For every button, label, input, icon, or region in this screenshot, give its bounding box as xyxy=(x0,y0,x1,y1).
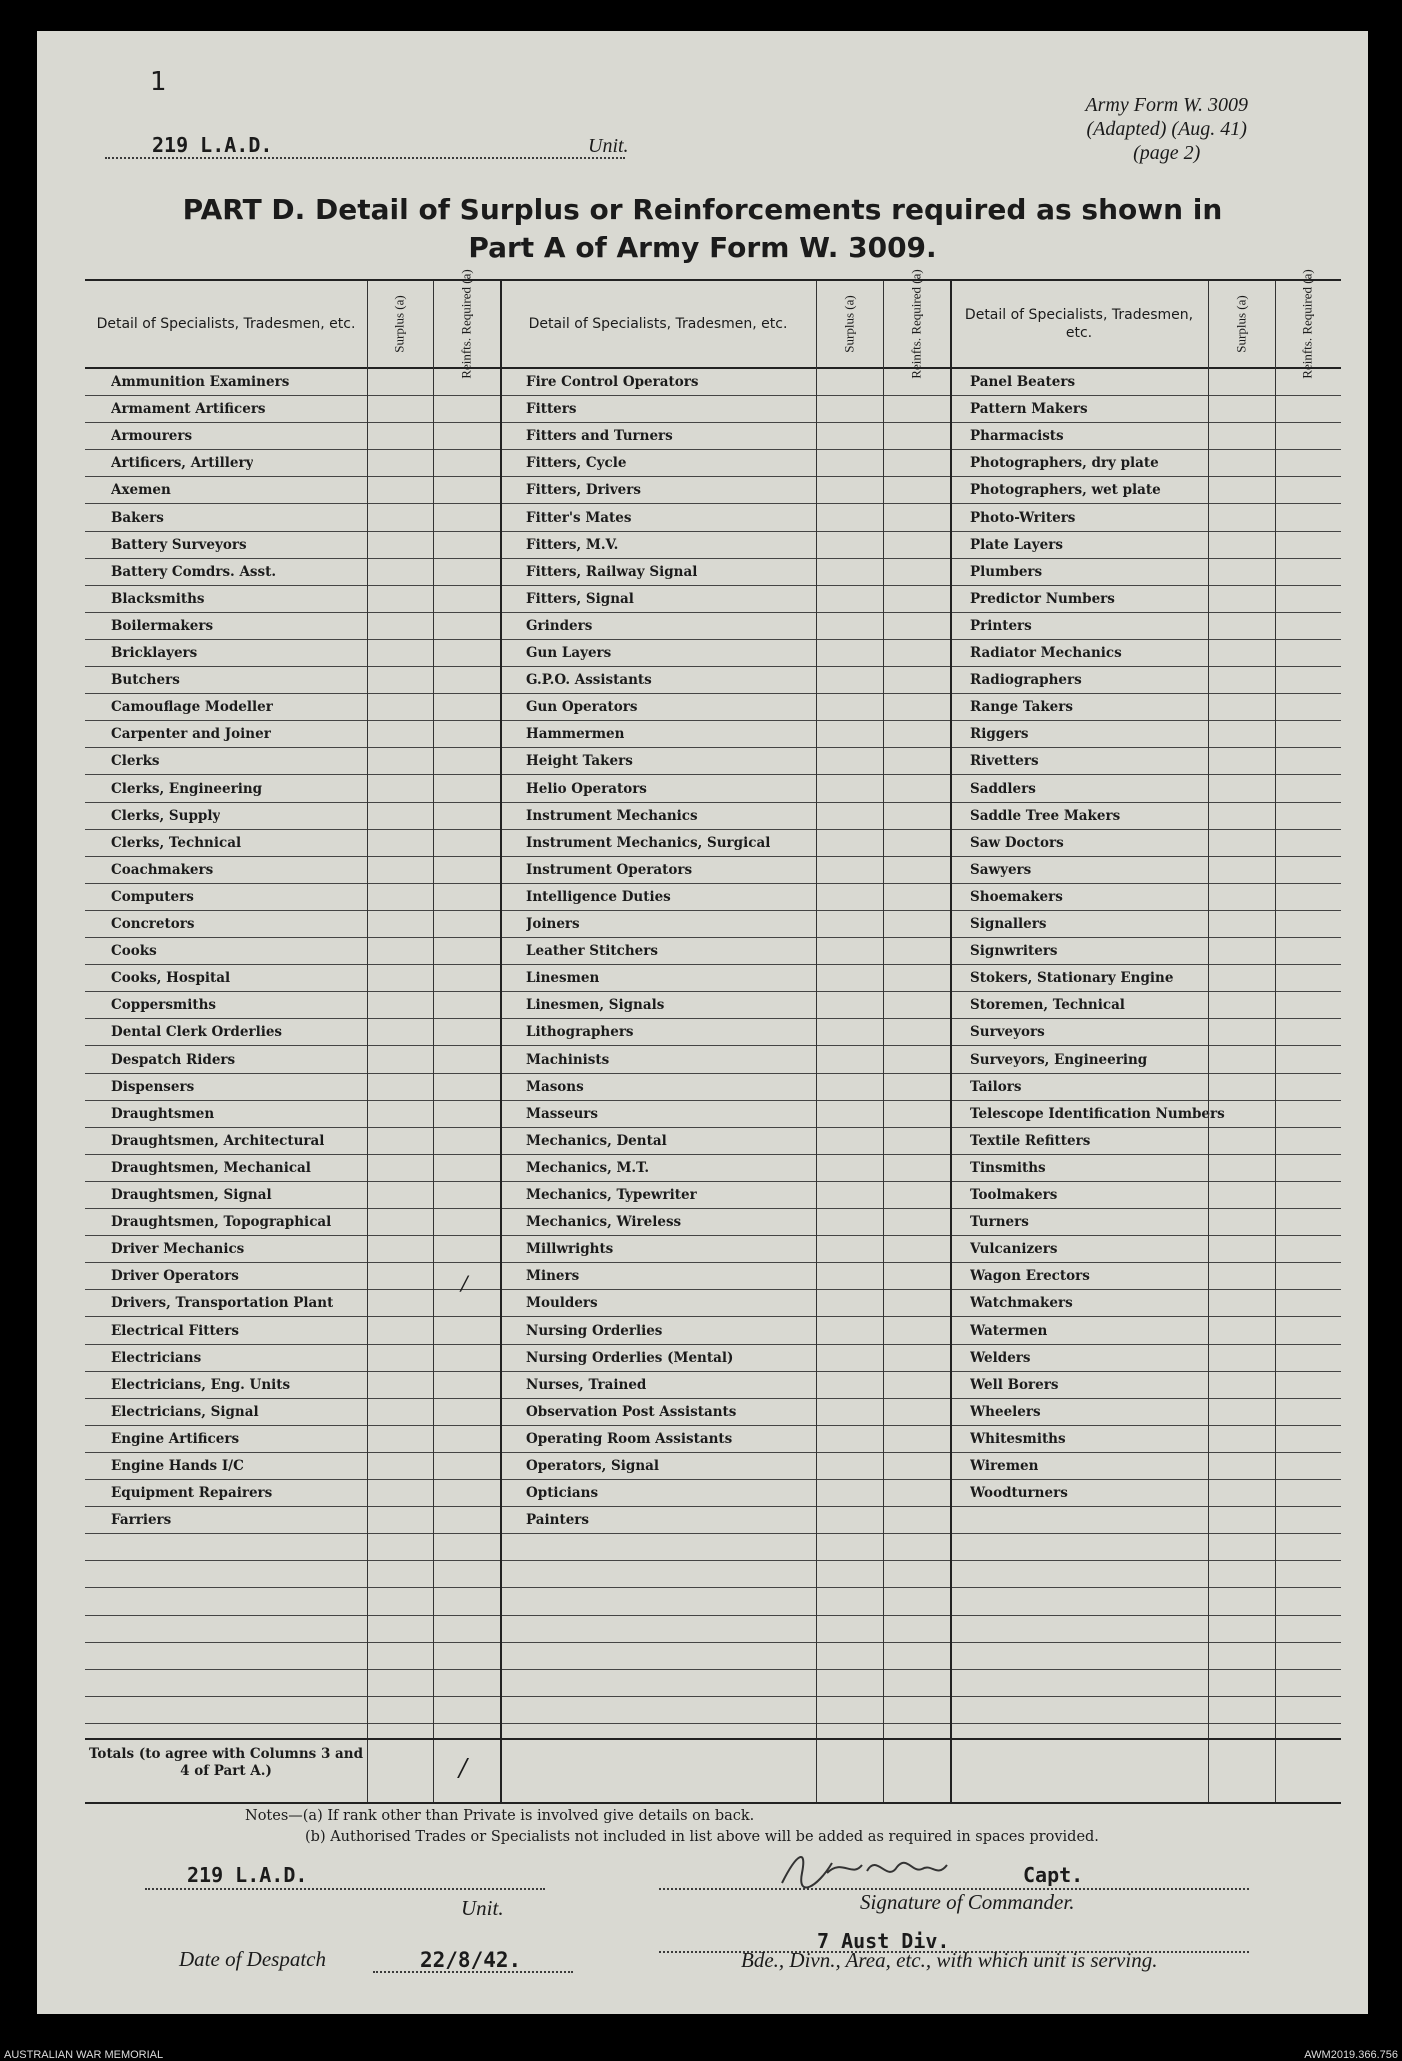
table-row xyxy=(85,857,1341,884)
col-divider xyxy=(433,281,434,1802)
formation-label: Bde., Divn., Area, etc., with which unit is serving. xyxy=(741,1948,1158,1972)
trade-label: Electricians xyxy=(111,1349,202,1366)
trade-label: Mechanics, Dental xyxy=(526,1132,667,1149)
table-row xyxy=(85,1643,1341,1670)
trade-label: Carpenter and Joiner xyxy=(111,726,271,743)
table-row xyxy=(85,992,1341,1019)
trade-label: Armament Artificers xyxy=(111,401,266,418)
trade-label: Nursing Orderlies (Mental) xyxy=(526,1349,734,1366)
trade-label: Fitters and Turners xyxy=(526,428,673,445)
trade-label: Sawyers xyxy=(970,861,1032,878)
table-row xyxy=(85,532,1341,559)
col-divider xyxy=(1275,281,1276,1802)
trade-label: Bakers xyxy=(111,509,164,526)
note-b: (b) Authorised Trades or Specialists not included in list above will be added as required in spaces provided. xyxy=(305,1829,1099,1845)
trade-label: Lithographers xyxy=(526,1024,634,1041)
trade-label: Coppersmiths xyxy=(111,997,216,1014)
trade-label: Watchmakers xyxy=(970,1295,1073,1312)
trade-label: Welders xyxy=(970,1349,1031,1366)
table-row xyxy=(85,1697,1341,1724)
table-row xyxy=(85,1236,1341,1263)
trade-label: Moulders xyxy=(526,1295,598,1312)
trade-label: Wheelers xyxy=(970,1403,1041,1420)
table-row xyxy=(85,1263,1341,1290)
trade-label: Opticians xyxy=(526,1485,599,1502)
table-row xyxy=(85,1561,1341,1588)
trade-label: Leather Stitchers xyxy=(526,943,658,960)
trade-label: Predictor Numbers xyxy=(970,590,1115,607)
trade-label: Observation Post Assistants xyxy=(526,1403,737,1420)
trade-label: Instrument Mechanics xyxy=(526,807,698,824)
table-row xyxy=(85,1372,1341,1399)
watermark-right: AWM2019.366.756 xyxy=(1304,2049,1398,2061)
trade-label: Bricklayers xyxy=(111,645,198,661)
trade-label: Computers xyxy=(111,888,194,905)
form-ref-line: (Adapted) (Aug. 41) xyxy=(1086,118,1247,140)
trade-label: Engine Artificers xyxy=(111,1430,240,1447)
unit-value-top: 219 L.A.D. xyxy=(152,133,273,157)
trade-label: Turners xyxy=(970,1214,1029,1231)
trade-label: Textile Refitters xyxy=(970,1132,1091,1149)
header-detail-1: Detail of Specialists, Tradesmen, etc. xyxy=(85,281,367,369)
signature-label: Signature of Commander. xyxy=(860,1890,1075,1914)
trade-label: Instrument Operators xyxy=(526,861,693,878)
table-row xyxy=(85,450,1341,477)
trade-label: Clerks, Technical xyxy=(111,834,242,851)
trade-label: Armourers xyxy=(111,428,193,445)
handwritten-signature xyxy=(772,1843,972,1893)
page-mark: 1 xyxy=(150,67,167,97)
trade-label: Operators, Signal xyxy=(526,1458,660,1474)
table-row xyxy=(85,1345,1341,1372)
trade-label: Vulcanizers xyxy=(970,1241,1058,1258)
table-row xyxy=(85,1480,1341,1507)
trade-label: Linesmen xyxy=(526,970,600,987)
table-row xyxy=(85,586,1341,613)
col-divider xyxy=(367,281,368,1802)
trade-label: Photographers, dry plate xyxy=(970,455,1159,472)
trade-label: Hammermen xyxy=(526,726,625,743)
unit-label-bottom: Unit. xyxy=(461,1896,504,1920)
trade-label: Gun Operators xyxy=(526,699,638,716)
trade-label: Masons xyxy=(526,1078,584,1095)
trade-label: Mechanics, Typewriter xyxy=(526,1187,697,1203)
trade-label: Joiners xyxy=(526,916,580,932)
trade-label: Saddle Tree Makers xyxy=(970,807,1121,824)
trade-label: Fitters, Cycle xyxy=(526,455,627,472)
form-ref-line: Army Form W. 3009 xyxy=(1085,94,1248,116)
trade-label: Whitesmiths xyxy=(970,1430,1066,1447)
table-row xyxy=(85,1453,1341,1480)
trade-label: Panel Beaters xyxy=(970,374,1076,390)
trade-label: Pharmacists xyxy=(970,428,1064,445)
unit-value-bottom: 219 L.A.D. xyxy=(187,1863,308,1887)
table-row xyxy=(85,1616,1341,1643)
trade-label: Miners xyxy=(526,1268,580,1285)
trade-label: Mechanics, Wireless xyxy=(526,1214,682,1231)
trade-label: Ammunition Examiners xyxy=(111,374,290,390)
form-reference xyxy=(1085,93,1248,165)
header-surplus-2: Surplus (a) xyxy=(841,295,857,353)
trade-label: Plate Layers xyxy=(970,536,1063,553)
trade-label: Battery Surveyors xyxy=(111,536,247,553)
trade-label: Farriers xyxy=(111,1512,172,1529)
trade-label: Watermen xyxy=(970,1322,1048,1339)
totals-reinfts-entry: / xyxy=(459,1754,468,1782)
table-row xyxy=(85,369,1341,396)
trade-label: Concretors xyxy=(111,916,195,932)
trade-label: Well Borers xyxy=(970,1376,1059,1393)
trade-label: Equipment Repairers xyxy=(111,1485,273,1502)
trade-label: Signwriters xyxy=(970,943,1058,960)
table-row xyxy=(85,911,1341,938)
table-row xyxy=(85,613,1341,640)
trade-label: Masseurs xyxy=(526,1105,599,1122)
trade-label: Fitters, M.V. xyxy=(526,536,619,553)
trade-label: Millwrights xyxy=(526,1241,614,1258)
trade-label: Wiremen xyxy=(970,1458,1039,1474)
table-row xyxy=(85,1101,1341,1128)
header-surplus-1: Surplus (a) xyxy=(391,295,407,353)
header-reinfts-2: Reinfts. Required (a) xyxy=(908,269,924,379)
table-row xyxy=(85,1426,1341,1453)
table-row xyxy=(85,830,1341,857)
trade-label: Draughtsmen, Architectural xyxy=(111,1132,325,1149)
table-row xyxy=(85,694,1341,721)
trade-label: Coachmakers xyxy=(111,861,214,878)
driver-mechanics-reinfts-entry: / xyxy=(461,1271,468,1295)
trade-label: Printers xyxy=(970,617,1032,634)
table-row xyxy=(85,965,1341,992)
trade-label: Stokers, Stationary Engine xyxy=(970,970,1174,987)
trade-label: Fitters, Railway Signal xyxy=(526,563,698,580)
trade-label: Driver Operators xyxy=(111,1268,239,1285)
trade-label: Battery Comdrs. Asst. xyxy=(111,563,277,580)
table-row xyxy=(85,396,1341,423)
trade-label: Telescope Identification Numbers xyxy=(970,1105,1225,1122)
header-reinfts-3: Reinfts. Required (a) xyxy=(1300,269,1316,379)
unit-dotted-line-bottom xyxy=(145,1888,545,1890)
trade-label: Fitter's Mates xyxy=(526,509,632,526)
trade-label: Electricians, Signal xyxy=(111,1403,259,1420)
trade-label: Boilermakers xyxy=(111,617,214,634)
trade-label: Tailors xyxy=(970,1078,1022,1095)
despatch-date-label: Date of Despatch xyxy=(179,1947,326,1971)
header-detail-2: Detail of Specialists, Tradesmen, etc. xyxy=(500,281,816,369)
note-a: Notes—(a) If rank other than Private is involved give details on back. xyxy=(245,1808,755,1824)
trade-label: Riggers xyxy=(970,726,1029,743)
trade-label: Machinists xyxy=(526,1051,610,1068)
trade-label: Shoemakers xyxy=(970,888,1063,905)
col-divider xyxy=(1208,281,1209,1802)
trade-label: Clerks, Supply xyxy=(111,807,221,824)
table-row xyxy=(85,1399,1341,1426)
trade-label: Signallers xyxy=(970,916,1047,932)
page-title: PART D. Detail of Surplus or Reinforcements required as shown in xyxy=(182,193,1223,226)
table-row xyxy=(85,477,1341,504)
table-row xyxy=(85,505,1341,532)
trade-label: Electrical Fitters xyxy=(111,1322,239,1339)
header-reinfts-1: Reinfts. Required (a) xyxy=(458,269,474,379)
trade-label: Dispensers xyxy=(111,1078,195,1095)
col-divider xyxy=(816,281,817,1802)
trade-label: Saw Doctors xyxy=(970,834,1064,851)
table-row xyxy=(85,1318,1341,1345)
trade-label: Photographers, wet plate xyxy=(970,482,1161,499)
table-row xyxy=(85,1155,1341,1182)
trade-label: Storemen, Technical xyxy=(970,997,1125,1014)
formation-value: 7 Aust Div. xyxy=(817,1929,950,1953)
trade-label: Photo-Writers xyxy=(970,509,1076,526)
table-row xyxy=(85,1182,1341,1209)
trade-label: Radiographers xyxy=(970,672,1082,689)
specialists-table xyxy=(85,269,1341,1804)
trade-label: Plumbers xyxy=(970,563,1043,580)
table-row xyxy=(85,1047,1341,1074)
trade-label: Toolmakers xyxy=(970,1187,1058,1203)
trade-label: Artificers, Artillery xyxy=(111,455,254,472)
trade-label: Nurses, Trained xyxy=(526,1376,647,1393)
form-ref-line: (page 2) xyxy=(1133,142,1201,164)
trade-label: Clerks, Engineering xyxy=(111,780,263,797)
trade-label: Tinsmiths xyxy=(970,1159,1046,1176)
trade-label: G.P.O. Assistants xyxy=(526,672,652,689)
table-row xyxy=(85,559,1341,586)
table-row xyxy=(85,640,1341,667)
trade-label: Camouflage Modeller xyxy=(111,699,273,716)
trade-label: Grinders xyxy=(526,617,593,634)
table-row xyxy=(85,803,1341,830)
table-row xyxy=(85,721,1341,748)
trade-label: Engine Hands I/C xyxy=(111,1458,244,1474)
trade-label: Cooks xyxy=(111,943,157,960)
trade-label: Woodturners xyxy=(970,1485,1068,1502)
col-divider xyxy=(500,281,502,1802)
trade-label: Height Takers xyxy=(526,753,633,770)
trade-label: Dental Clerk Orderlies xyxy=(111,1024,283,1041)
trade-label: Fitters, Signal xyxy=(526,590,634,607)
table-row xyxy=(85,1589,1341,1616)
totals-label: Totals (to agree with Columns 3 and 4 of Part A.) xyxy=(88,1746,364,1779)
trade-label: Draughtsmen, Signal xyxy=(111,1187,272,1203)
trade-label: Gun Layers xyxy=(526,645,612,661)
trade-label: Linesmen, Signals xyxy=(526,997,665,1014)
trade-label: Fitters, Drivers xyxy=(526,482,641,499)
trade-label: Clerks xyxy=(111,753,160,770)
trade-label: Electricians, Eng. Units xyxy=(111,1376,291,1393)
table-row xyxy=(85,1074,1341,1101)
trade-label: Rivetters xyxy=(970,753,1039,770)
col-divider xyxy=(950,281,952,1802)
trade-label: Surveyors, Engineering xyxy=(970,1051,1148,1068)
table-row xyxy=(85,1209,1341,1236)
trade-label: Radiator Mechanics xyxy=(970,645,1122,661)
trade-label: Drivers, Transportation Plant xyxy=(111,1295,334,1312)
form-sheet xyxy=(37,31,1368,2014)
table-row xyxy=(85,1019,1341,1046)
table-row xyxy=(85,748,1341,775)
table-row xyxy=(85,1128,1341,1155)
trade-label: Instrument Mechanics, Surgical xyxy=(526,834,771,851)
trade-label: Pattern Makers xyxy=(970,401,1088,418)
trade-label: Range Takers xyxy=(970,699,1073,716)
header-detail-3: Detail of Specialists, Tradesmen, etc. xyxy=(950,281,1208,369)
trade-label: Despatch Riders xyxy=(111,1051,236,1068)
watermark-left: AUSTRALIAN WAR MEMORIAL xyxy=(4,2049,164,2061)
unit-label-top: Unit. xyxy=(588,135,629,157)
table-row xyxy=(85,938,1341,965)
col-divider xyxy=(883,281,884,1802)
unit-dotted-line xyxy=(105,157,625,159)
table-row xyxy=(85,667,1341,694)
table-row xyxy=(85,1507,1341,1534)
table-row xyxy=(85,423,1341,450)
trade-label: Painters xyxy=(526,1512,590,1529)
trade-label: Draughtsmen, Mechanical xyxy=(111,1159,311,1176)
trade-label: Intelligence Duties xyxy=(526,888,671,905)
table-row xyxy=(85,1290,1341,1317)
trade-label: Saddlers xyxy=(970,780,1036,797)
trade-label: Driver Mechanics xyxy=(111,1241,245,1258)
table-row xyxy=(85,884,1341,911)
trade-label: Blacksmiths xyxy=(111,590,205,607)
trade-label: Fire Control Operators xyxy=(526,374,699,390)
trade-label: Nursing Orderlies xyxy=(526,1322,663,1339)
totals-row xyxy=(85,1738,1341,1802)
trade-label: Surveyors xyxy=(970,1024,1045,1041)
table-row xyxy=(85,776,1341,803)
trade-label: Cooks, Hospital xyxy=(111,970,231,987)
table-row xyxy=(85,1670,1341,1697)
header-rule xyxy=(85,269,1341,379)
table-row xyxy=(85,1534,1341,1561)
header-surplus-3: Surplus (a) xyxy=(1233,295,1249,353)
trade-label: Draughtsmen, Topographical xyxy=(111,1214,332,1231)
trade-label: Draughtsmen xyxy=(111,1105,215,1122)
trade-label: Axemen xyxy=(111,482,171,499)
despatch-date-value: 22/8/42. xyxy=(420,1948,522,1972)
trade-label: Wagon Erectors xyxy=(970,1268,1090,1285)
commander-rank: Capt. xyxy=(1023,1863,1084,1887)
page-subtitle: Part A of Army Form W. 3009. xyxy=(468,231,937,264)
trade-label: Helio Operators xyxy=(526,780,647,797)
trade-label: Mechanics, M.T. xyxy=(526,1159,650,1176)
trade-label: Operating Room Assistants xyxy=(526,1430,733,1447)
trade-label: Butchers xyxy=(111,672,180,689)
trade-label: Fitters xyxy=(526,401,577,418)
